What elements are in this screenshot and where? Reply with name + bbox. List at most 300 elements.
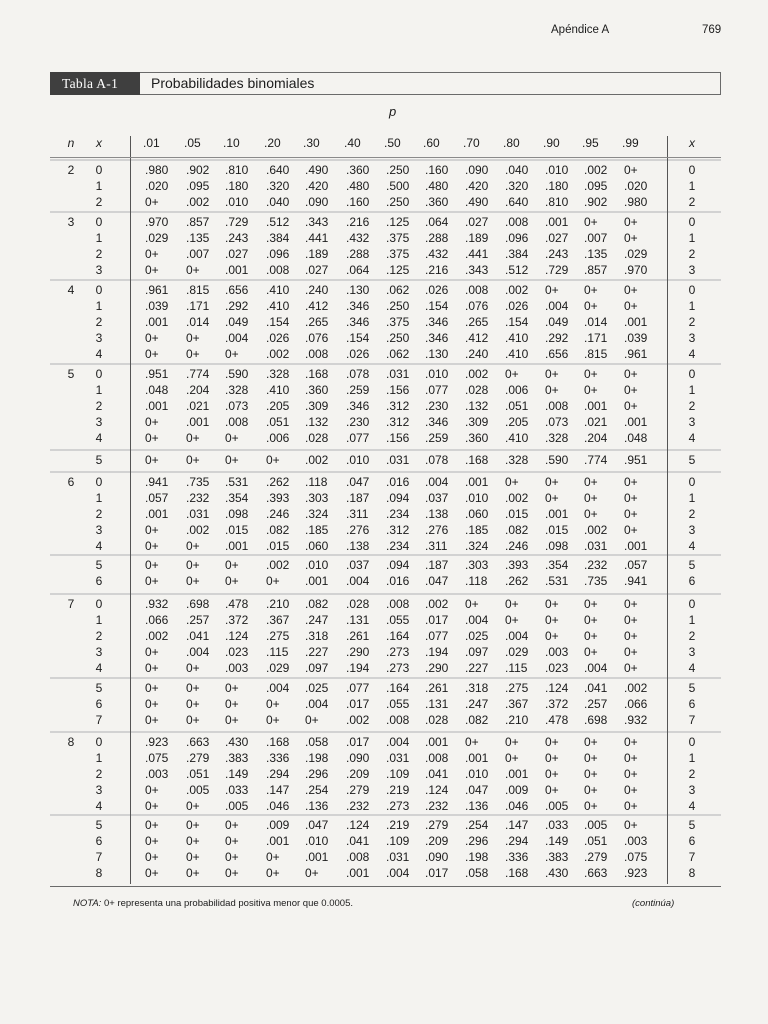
probability-cell: .346 (425, 331, 449, 345)
probability-cell: 0+ (225, 697, 239, 711)
probability-cell: .205 (266, 399, 290, 413)
p-value-header: .40 (344, 136, 361, 150)
probability-cell: .354 (225, 491, 249, 505)
probability-cell: .265 (465, 315, 489, 329)
probability-cell: .132 (305, 415, 329, 429)
probability-cell: .076 (465, 299, 489, 313)
probability-cell: .294 (266, 767, 290, 781)
probability-cell: 0+ (145, 681, 159, 695)
probability-cell: .066 (624, 697, 648, 711)
x-right-cell: 1 (688, 383, 696, 397)
probability-cell: .008 (465, 283, 489, 297)
x-cell: 7 (95, 850, 103, 864)
probability-cell: .149 (225, 767, 249, 781)
table-label: Tabla A-1 (50, 72, 140, 95)
probability-cell: .001 (145, 399, 169, 413)
probability-cell: .115 (266, 645, 289, 659)
probability-cell: .138 (346, 539, 370, 553)
probability-cell: .187 (425, 558, 449, 572)
probability-cell: .168 (305, 367, 329, 381)
probability-cell: 0+ (145, 697, 159, 711)
probability-cell: .951 (624, 453, 648, 467)
probability-cell: .246 (266, 507, 290, 521)
probability-cell: .124 (346, 818, 370, 832)
probability-cell: .051 (505, 399, 529, 413)
probability-cell: 0+ (584, 751, 598, 765)
probability-cell: .008 (545, 399, 569, 413)
probability-cell: 0+ (186, 453, 200, 467)
probability-cell: .531 (545, 574, 569, 588)
probability-cell: .276 (425, 523, 449, 537)
x-right-cell: 0 (688, 367, 696, 381)
probability-cell: 0+ (305, 866, 319, 880)
probability-cell: .663 (584, 866, 608, 880)
probability-cell: 0+ (225, 866, 239, 880)
probability-cell: .531 (225, 475, 249, 489)
probability-cell: .312 (386, 399, 410, 413)
probability-cell: .010 (465, 767, 489, 781)
probability-cell: 0+ (186, 818, 200, 832)
probability-cell: 0+ (545, 751, 559, 765)
probability-cell: .951 (145, 367, 169, 381)
p-value-header: .70 (463, 136, 480, 150)
probability-cell: .097 (305, 661, 329, 675)
probability-cell: .001 (145, 315, 169, 329)
probability-cell: .002 (186, 195, 210, 209)
probability-cell: .194 (425, 645, 449, 659)
x-cell: 0 (95, 475, 103, 489)
probability-cell: .077 (346, 681, 370, 695)
probability-cell: 0+ (624, 629, 638, 643)
probability-cell: .296 (465, 834, 489, 848)
probability-cell: .656 (225, 283, 249, 297)
x-cell: 5 (95, 558, 103, 572)
x-cell: 2 (95, 195, 103, 209)
probability-cell: .970 (145, 215, 169, 229)
probability-cell: .149 (545, 834, 569, 848)
probability-cell: .001 (584, 399, 608, 413)
probability-cell: 0+ (584, 475, 598, 489)
probability-cell: .210 (505, 713, 529, 727)
probability-cell: .243 (225, 231, 249, 245)
probability-cell: .810 (545, 195, 569, 209)
p-value-header: .50 (384, 136, 401, 150)
table-row (0, 628, 768, 644)
probability-cell: .303 (465, 558, 489, 572)
n-cell: 7 (67, 597, 75, 611)
probability-cell: .375 (386, 315, 410, 329)
probability-cell: 0+ (186, 347, 200, 361)
probability-cell: .097 (465, 645, 489, 659)
page-number: 769 (702, 24, 722, 36)
probability-cell: .040 (266, 195, 290, 209)
probability-cell: .318 (465, 681, 489, 695)
probability-cell: 0+ (545, 367, 559, 381)
probability-cell: .037 (346, 558, 370, 572)
x-right-cell: 1 (688, 231, 696, 245)
probability-cell: .004 (425, 475, 449, 489)
probability-cell: 0+ (505, 613, 519, 627)
probability-cell: .028 (425, 713, 449, 727)
probability-cell: .010 (465, 491, 489, 505)
probability-cell: .062 (386, 347, 410, 361)
probability-cell: .002 (266, 347, 290, 361)
x-right-cell: 3 (688, 783, 696, 797)
probability-cell: .130 (346, 283, 370, 297)
probability-cell: .029 (505, 645, 529, 659)
table-row (0, 314, 768, 330)
probability-cell: .336 (266, 751, 290, 765)
table-row (0, 490, 768, 506)
probability-cell: .328 (505, 453, 529, 467)
probability-cell: .168 (505, 866, 529, 880)
probability-cell: 0+ (624, 767, 638, 781)
x-right-cell: 0 (688, 597, 696, 611)
probability-cell: .058 (465, 866, 489, 880)
footnote-label: NOTA: (73, 898, 102, 909)
probability-cell: .275 (505, 681, 529, 695)
probability-cell: .001 (624, 315, 648, 329)
probability-cell: .031 (386, 367, 410, 381)
probability-cell: .393 (505, 558, 529, 572)
probability-cell: 0+ (624, 215, 638, 229)
table-row (0, 849, 768, 865)
probability-cell: .082 (465, 713, 489, 727)
probability-cell: 0+ (545, 735, 559, 749)
probability-cell: .017 (425, 866, 449, 880)
p-value-header: .90 (543, 136, 560, 150)
n-cell: 3 (67, 215, 75, 229)
probability-cell: .066 (145, 613, 169, 627)
x-right-cell: 3 (688, 645, 696, 659)
probability-cell: .002 (505, 491, 529, 505)
probability-cell: .257 (584, 697, 608, 711)
probability-cell: .064 (425, 215, 449, 229)
x-right-cell: 1 (688, 179, 696, 193)
probability-cell: .154 (505, 315, 529, 329)
probability-cell: .017 (346, 735, 370, 749)
probability-cell: 0+ (186, 834, 200, 848)
probability-cell: .941 (145, 475, 169, 489)
probability-cell: .124 (425, 783, 449, 797)
probability-cell: 0+ (186, 697, 200, 711)
probability-cell: .002 (145, 629, 169, 643)
probability-cell: 0+ (584, 645, 598, 659)
probability-cell: .189 (465, 231, 489, 245)
x-right-cell: 2 (688, 629, 696, 643)
table-row (0, 766, 768, 782)
x-right-cell: 4 (688, 799, 696, 813)
probability-cell: .160 (425, 163, 449, 177)
probability-cell: .008 (225, 415, 249, 429)
group-separator (50, 211, 721, 213)
x-cell: 5 (95, 453, 103, 467)
probability-cell: 0+ (545, 767, 559, 781)
x-column-header: x (96, 136, 102, 150)
probability-cell: .002 (186, 523, 210, 537)
probability-cell: .009 (505, 783, 529, 797)
x-right-cell: 7 (688, 713, 696, 727)
probability-cell: .774 (584, 453, 608, 467)
n-column-header: n (67, 136, 75, 150)
x-right-cell: 0 (688, 215, 696, 229)
probability-cell: .336 (505, 850, 529, 864)
probability-cell: .250 (386, 163, 410, 177)
probability-cell: .051 (266, 415, 290, 429)
probability-cell: .125 (386, 215, 410, 229)
probability-cell: .005 (225, 799, 249, 813)
x-cell: 1 (95, 383, 103, 397)
probability-cell: .039 (624, 331, 648, 345)
probability-cell: 0+ (186, 661, 200, 675)
probability-cell: .023 (225, 645, 249, 659)
x-right-cell: 3 (688, 415, 696, 429)
probability-cell: .250 (386, 299, 410, 313)
probability-cell: .257 (186, 613, 210, 627)
table-row (0, 734, 768, 750)
table-row (0, 696, 768, 712)
probability-cell: .185 (305, 523, 329, 537)
probability-cell: .154 (266, 315, 290, 329)
probability-cell: 0+ (584, 613, 598, 627)
probability-cell: .051 (186, 767, 210, 781)
x-cell: 1 (95, 491, 103, 505)
probability-cell: .016 (386, 574, 410, 588)
probability-cell: .090 (425, 850, 449, 864)
group-separator (50, 449, 721, 451)
probability-cell: .006 (505, 383, 529, 397)
probability-cell: .023 (545, 661, 569, 675)
probability-cell: .001 (346, 866, 370, 880)
probability-cell: .109 (386, 767, 410, 781)
probability-cell: .098 (225, 507, 249, 521)
probability-cell: .062 (386, 283, 410, 297)
x-cell: 6 (95, 834, 103, 848)
probability-cell: .004 (584, 661, 608, 675)
probability-cell: .262 (505, 574, 529, 588)
probability-cell: .318 (305, 629, 329, 643)
group-separator (50, 731, 721, 733)
probability-cell: 0+ (266, 866, 280, 880)
x-cell: 6 (95, 574, 103, 588)
probability-cell: .243 (545, 247, 569, 261)
probability-cell: .698 (186, 597, 210, 611)
probability-cell: .232 (186, 491, 210, 505)
x-cell: 7 (95, 713, 103, 727)
probability-cell: .010 (225, 195, 249, 209)
probability-cell: .160 (346, 195, 370, 209)
probability-cell: .003 (145, 767, 169, 781)
probability-cell: .360 (465, 431, 489, 445)
probability-cell: .001 (225, 263, 249, 277)
probability-cell: .090 (346, 751, 370, 765)
probability-cell: 0+ (624, 383, 638, 397)
probability-cell: .004 (545, 299, 569, 313)
probability-cell: 0+ (145, 539, 159, 553)
probability-cell: .273 (386, 661, 410, 675)
table-row (0, 750, 768, 766)
probability-cell: .041 (584, 681, 608, 695)
probability-cell: .156 (386, 383, 410, 397)
probability-cell: .124 (545, 681, 569, 695)
x-right-cell: 1 (688, 491, 696, 505)
probability-cell: 0+ (624, 799, 638, 813)
probability-cell: .656 (545, 347, 569, 361)
x-cell: 3 (95, 263, 103, 277)
probability-cell: .324 (465, 539, 489, 553)
probability-cell: .047 (465, 783, 489, 797)
probability-cell: .007 (584, 231, 608, 245)
probability-cell: .360 (346, 163, 370, 177)
probability-cell: .261 (425, 681, 449, 695)
probability-cell: .480 (346, 179, 370, 193)
probability-cell: .096 (505, 231, 529, 245)
p-value-header: .01 (143, 136, 160, 150)
table-row (0, 262, 768, 278)
probability-cell: .902 (584, 195, 608, 209)
probability-cell: 0+ (225, 818, 239, 832)
probability-cell: .033 (545, 818, 569, 832)
x-right-cell: 1 (688, 751, 696, 765)
probability-cell: .008 (346, 850, 370, 864)
probability-cell: .311 (346, 507, 369, 521)
probability-cell: .029 (624, 247, 648, 261)
p-value-header: .80 (503, 136, 520, 150)
table-row (0, 246, 768, 262)
probability-cell: .058 (305, 735, 329, 749)
probability-cell: .420 (465, 179, 489, 193)
x-cell: 8 (95, 866, 103, 880)
probability-cell: .001 (145, 507, 169, 521)
probability-cell: .049 (545, 315, 569, 329)
probability-cell: .292 (225, 299, 249, 313)
probability-cell: .040 (505, 163, 529, 177)
group-separator (50, 279, 721, 281)
probability-cell: .006 (266, 431, 290, 445)
probability-cell: .004 (465, 613, 489, 627)
x-right-cell: 5 (688, 681, 696, 695)
probability-cell: .002 (584, 163, 608, 177)
n-cell: 8 (67, 735, 75, 749)
probability-cell: 0+ (584, 507, 598, 521)
probability-cell: 0+ (145, 453, 159, 467)
probability-cell: .328 (545, 431, 569, 445)
title-rule (140, 94, 721, 95)
table-row (0, 398, 768, 414)
x-cell: 2 (95, 767, 103, 781)
x-right-cell: 5 (688, 818, 696, 832)
probability-cell: .430 (225, 735, 249, 749)
probability-cell: .057 (145, 491, 169, 505)
probability-cell: .001 (624, 415, 648, 429)
table-row (0, 612, 768, 628)
probability-cell: .250 (386, 331, 410, 345)
probability-cell: .234 (386, 539, 410, 553)
probability-cell: .204 (584, 431, 608, 445)
probability-cell: .296 (305, 767, 329, 781)
probability-cell: .001 (624, 539, 648, 553)
probability-cell: .147 (505, 818, 529, 832)
continued-note: (continúa) (632, 898, 675, 909)
probability-cell: .346 (346, 315, 370, 329)
probability-cell: .262 (266, 475, 290, 489)
probability-cell: 0+ (145, 558, 159, 572)
probability-cell: 0+ (186, 713, 200, 727)
probability-cell: .290 (346, 645, 370, 659)
probability-cell: .273 (386, 645, 410, 659)
probability-cell: .923 (624, 866, 648, 880)
probability-cell: .240 (465, 347, 489, 361)
probability-cell: 0+ (505, 751, 519, 765)
probability-cell: 0+ (186, 799, 200, 813)
x-right-cell: 5 (688, 558, 696, 572)
table-row (0, 660, 768, 676)
x-right-cell: 4 (688, 347, 696, 361)
probability-cell: .232 (346, 799, 370, 813)
probability-cell: .230 (346, 415, 370, 429)
probability-cell: .198 (465, 850, 489, 864)
probability-cell: 0+ (584, 629, 598, 643)
x-cell: 6 (95, 697, 103, 711)
probability-cell: 0+ (225, 347, 239, 361)
x-right-cell: 2 (688, 507, 696, 521)
group-separator (50, 363, 721, 365)
probability-cell: 0+ (145, 331, 159, 345)
probability-cell: .031 (386, 850, 410, 864)
probability-cell: .028 (305, 431, 329, 445)
x-cell: 0 (95, 597, 103, 611)
probability-cell: .003 (545, 645, 569, 659)
probability-cell: 0+ (186, 574, 200, 588)
probability-cell: .017 (346, 697, 370, 711)
probability-cell: 0+ (145, 818, 159, 832)
probability-cell: .383 (225, 751, 249, 765)
x-cell: 4 (95, 539, 103, 553)
x-cell: 0 (95, 735, 103, 749)
probability-cell: .941 (624, 574, 648, 588)
probability-cell: .017 (425, 613, 449, 627)
probability-cell: .001 (465, 751, 489, 765)
probability-cell: 0+ (145, 574, 159, 588)
probability-cell: 0+ (225, 850, 239, 864)
probability-cell: .254 (305, 783, 329, 797)
probability-cell: .164 (386, 681, 410, 695)
probability-cell: .009 (266, 818, 290, 832)
probability-cell: .512 (266, 215, 290, 229)
probability-cell: .057 (624, 558, 648, 572)
probability-cell: .980 (145, 163, 169, 177)
probability-cell: .372 (225, 613, 249, 627)
probability-cell: 0+ (465, 597, 479, 611)
x-cell: 4 (95, 799, 103, 813)
probability-cell: .004 (386, 735, 410, 749)
table-frame-edge (720, 72, 721, 95)
probability-cell: .041 (346, 834, 370, 848)
probability-cell: .021 (186, 399, 210, 413)
probability-cell: .008 (305, 347, 329, 361)
probability-cell: 0+ (624, 491, 638, 505)
probability-cell: .420 (305, 179, 329, 193)
probability-cell: 0+ (145, 661, 159, 675)
probability-cell: 0+ (145, 523, 159, 537)
probability-cell: 0+ (545, 283, 559, 297)
probability-cell: .432 (425, 247, 449, 261)
probability-cell: .384 (505, 247, 529, 261)
x-right-cell: 7 (688, 850, 696, 864)
x-cell: 2 (95, 507, 103, 521)
probability-cell: .410 (266, 283, 290, 297)
probability-cell: .037 (425, 491, 449, 505)
